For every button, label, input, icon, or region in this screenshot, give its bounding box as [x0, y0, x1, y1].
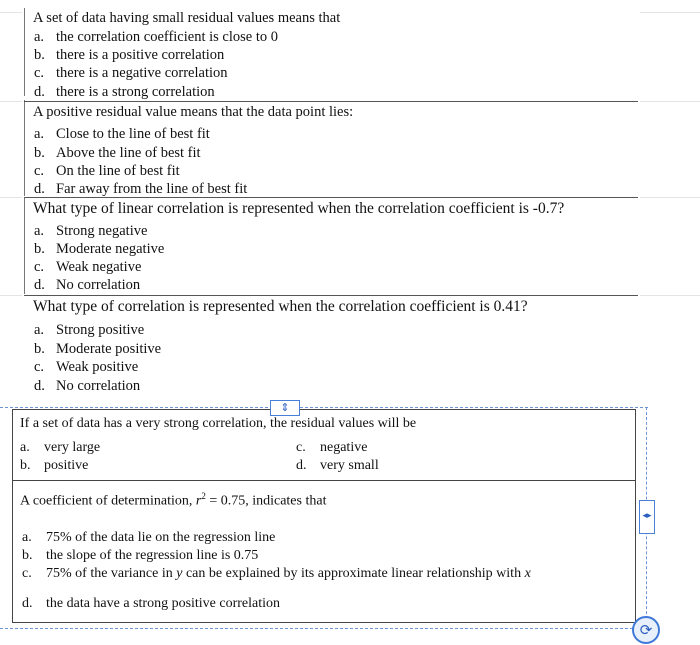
question-4-stem: What type of correlation is represented when the correlation coefficient is 0.41?: [33, 298, 528, 315]
question-3-option-b[interactable]: b. Moderate negative: [34, 241, 165, 257]
question-5-option-c[interactable]: c. negative: [296, 440, 368, 455]
question-2-stem: A positive residual value means that the data point lies:: [33, 104, 354, 120]
question-1-stem: A set of data having small residual values means that: [33, 10, 341, 26]
rotate-handle-icon[interactable]: ⟳: [632, 616, 660, 644]
question-5-stem: If a set of data has a very strong correlation, the residual values will be: [20, 416, 417, 431]
question-2: [24, 101, 638, 198]
question-1: [24, 0, 638, 101]
selection-frame-top: [0, 407, 648, 408]
question-3: [24, 197, 638, 296]
question-6-stem: A coefficient of determination, $r^2 = 0.75$, indicates that: [20, 491, 327, 509]
question-1-option-c[interactable]: c. there is a negative correlation: [34, 65, 228, 81]
move-handle-icon[interactable]: ⇕: [270, 400, 300, 416]
question-2-option-a[interactable]: a. Close to the line of best fit: [34, 126, 210, 142]
question-6-option-d[interactable]: d. the data have a strong positive correlation: [22, 596, 281, 611]
question-4-option-b[interactable]: b. Moderate positive: [34, 341, 162, 357]
resize-handle-icon[interactable]: ◂▸: [639, 500, 655, 534]
question-6-option-a[interactable]: a. 75% of the data lie on the regression line: [22, 530, 276, 545]
box-divider: [12, 480, 635, 481]
question-3-option-a[interactable]: a. Strong negative: [34, 223, 148, 239]
question-4-option-a[interactable]: a. Strong positive: [34, 322, 145, 338]
question-6-option-c[interactable]: c. 75% of the variance in y can be explained by its approximate linear relationship with x: [22, 566, 531, 581]
question-6-option-b[interactable]: b. the slope of the regression line is 0.75: [22, 548, 259, 563]
question-5-option-a[interactable]: a. very large: [20, 440, 101, 455]
upper-question-area: [24, 0, 638, 398]
question-1-option-d[interactable]: d. there is a strong correlation: [34, 84, 215, 100]
question-3-stem: What type of linear correlation is represented when the correlation coefficient is -0.7?: [33, 200, 565, 217]
question-5-option-d[interactable]: d. very small: [296, 458, 379, 473]
question-1-option-b[interactable]: b. there is a positive correlation: [34, 47, 225, 63]
question-4: [24, 295, 638, 396]
question-3-option-c[interactable]: c. Weak negative: [34, 259, 142, 275]
question-2-option-d[interactable]: d. Far away from the line of best fit: [34, 181, 248, 197]
question-1-option-a[interactable]: a. the correlation coefficient is close to 0: [34, 29, 278, 45]
question-5-option-b[interactable]: b. positive: [20, 458, 89, 473]
selection-frame-bottom: [0, 628, 648, 629]
question-4-option-c[interactable]: c. Weak positive: [34, 359, 139, 375]
question-4-option-d[interactable]: d. No correlation: [34, 378, 141, 394]
question-3-option-d[interactable]: d. No correlation: [34, 277, 141, 293]
question-2-option-c[interactable]: c. On the line of best fit: [34, 163, 180, 179]
question-2-option-b[interactable]: b. Above the line of best fit: [34, 145, 201, 161]
